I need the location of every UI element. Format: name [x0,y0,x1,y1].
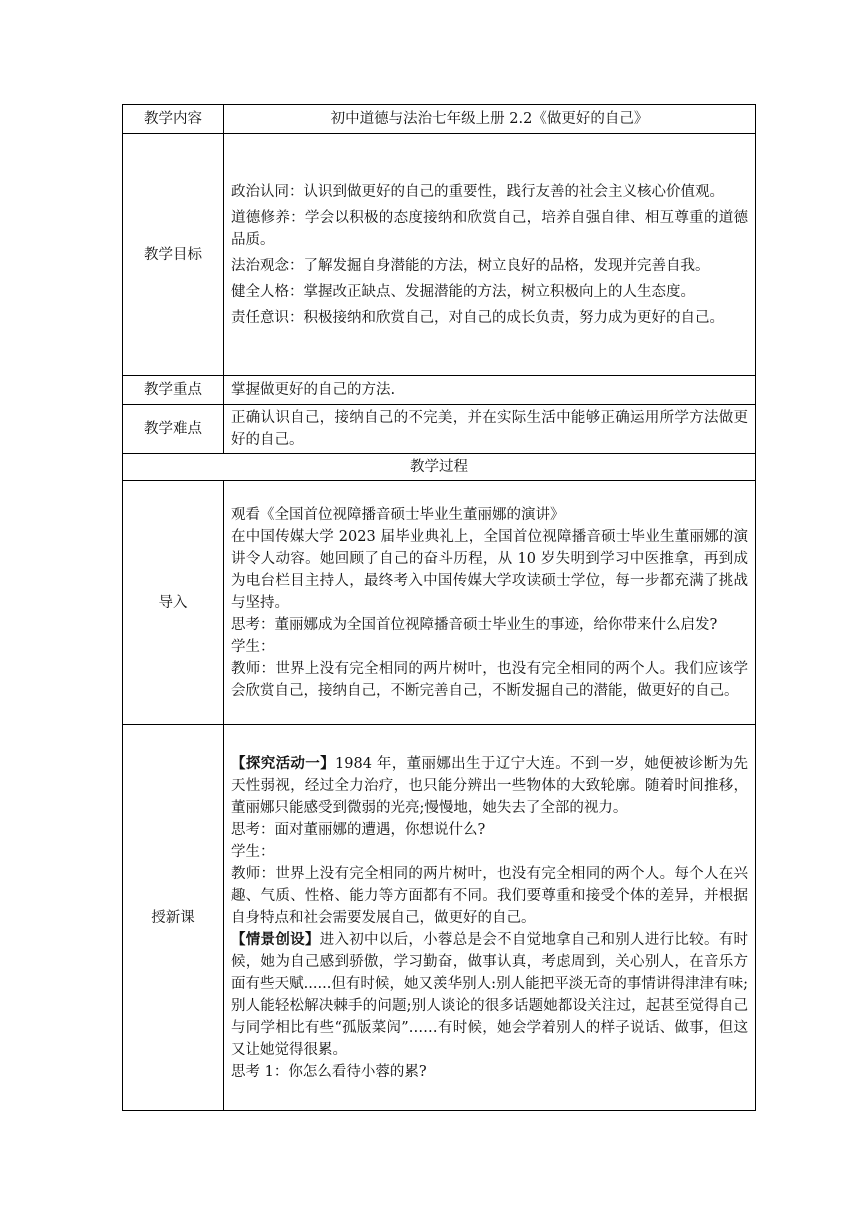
goal-responsibility: 责任意识：积极接纳和欣赏自己，对自己的成长负责，努力成为更好的自己。 [231,309,724,326]
intro-student: 学生： [231,638,275,655]
activity-one [231,753,748,819]
goal-law: 法治观念：了解发掘自身潜能的方法，树立良好的品格，发现并完善自我。 [231,257,710,274]
activity-one-text: 1984 年，董丽娜出生于辽宁大连。不到一岁，她便被诊断为先天性弱视，经过全力治疗，也只能分辨出一些物体的大致轮廓。随着时间推移，董丽娜只能感受到微弱的光亮;慢慢地，她失去了全部的视力。 [231,755,748,816]
row-new-lesson [123,725,756,1111]
activity-one-tag: 【探究活动一】 [231,754,336,772]
row-intro [123,481,756,725]
row-key-point [123,376,756,405]
label-new-lesson: 授新课 [123,725,224,1111]
value-teaching-goals [224,134,756,376]
label-teaching-content: 教学内容 [123,105,224,134]
new-lesson-think: 思考：面对董丽娜的遭遇，你想说什么? [231,821,486,838]
value-teaching-content: 初中道德与法治七年级上册 2.2《做更好的自己》 [224,105,756,134]
label-key-point: 教学重点 [123,376,224,405]
value-intro [224,481,756,725]
new-lesson-think-1: 思考 1：你怎么看待小蓉的累? [231,1063,427,1080]
row-difficulty [123,405,756,454]
row-teaching-goals [123,134,756,376]
scenario-tag: 【情景创设】 [231,930,320,948]
label-intro: 导入 [123,481,224,725]
lesson-plan-table [122,104,756,1111]
row-teaching-content [123,105,756,134]
label-difficulty: 教学难点 [123,405,224,454]
new-lesson-student: 学生： [231,843,275,860]
scenario [231,929,748,1061]
process-header: 教学过程 [123,454,756,481]
value-key-point: 掌握做更好的自己的方法. [224,376,756,405]
intro-teacher: 教师：世界上没有完全相同的两片树叶，也没有完全相同的两个人。我们应该学会欣赏自己，接纳自己，不断完善自己，不断发掘自己的潜能，做更好的自己。 [231,660,748,699]
scenario-text: 进入初中以后，小蓉总是会不自觉地拿自己和别人进行比较。有时候，她为自己感到骄傲，学习勤奋，做事认真，考虑周到，关心别人，在音乐方面有些天赋......但有时候，她又羡华别人:别人能把平淡无奇的事情讲得津津有味;别人能轻松解决棘手的问题;别人谈论的很多话题她都设关注过，起甚至觉得自己与同学相比有些“孤版菜闶”……有时候，她会学着别人的样子说话、做事，但这又让她觉得很累。 [231,931,749,1058]
new-lesson-teacher: 教师：世界上没有完全相同的两片树叶，也没有完全相同的两个人。每个人在兴趣、气质、性格、能力等方面都有不同。我们要尊重和接受个体的差异，并根据自身特点和社会需要发展自己，做更好的自己。 [231,865,748,926]
label-teaching-goals: 教学目标 [123,134,224,376]
intro-think: 思考：董丽娜成为全国首位视障播音硕士毕业生的事迹，给你带来什么启发? [231,616,718,633]
row-process-header [123,454,756,481]
intro-video: 观看《全国首位视障播音硕士毕业生董丽娜的演讲》 [231,506,565,523]
value-new-lesson [224,725,756,1111]
intro-story: 在中国传媒大学 2023 届毕业典礼上，全国首位视障播音硕士毕业生董丽娜的演讲令人动容。她回顾了自己的奋斗历程，从 10 岁失明到学习中医推拿，再到成为电台栏目主持人，最终考入中国传媒大学攻读硕士学位，每一步都充满了挑战与坚持。 [231,528,748,611]
goal-political: 政治认同：认识到做更好的自己的重要性，践行友善的社会主义核心价值观。 [231,183,724,200]
goal-moral: 道德修养：学会以积极的态度接纳和欣赏自己，培养自强自律、相互尊重的道德品质。 [231,209,748,248]
goal-personality: 健全人格：掌握改正缺点、发掘潜能的方法，树立积极向上的人生态度。 [231,283,695,300]
value-difficulty: 正确认识自己，接纳自己的不完美，并在实际生活中能够正确运用所学方法做更好的自己。 [224,405,756,454]
